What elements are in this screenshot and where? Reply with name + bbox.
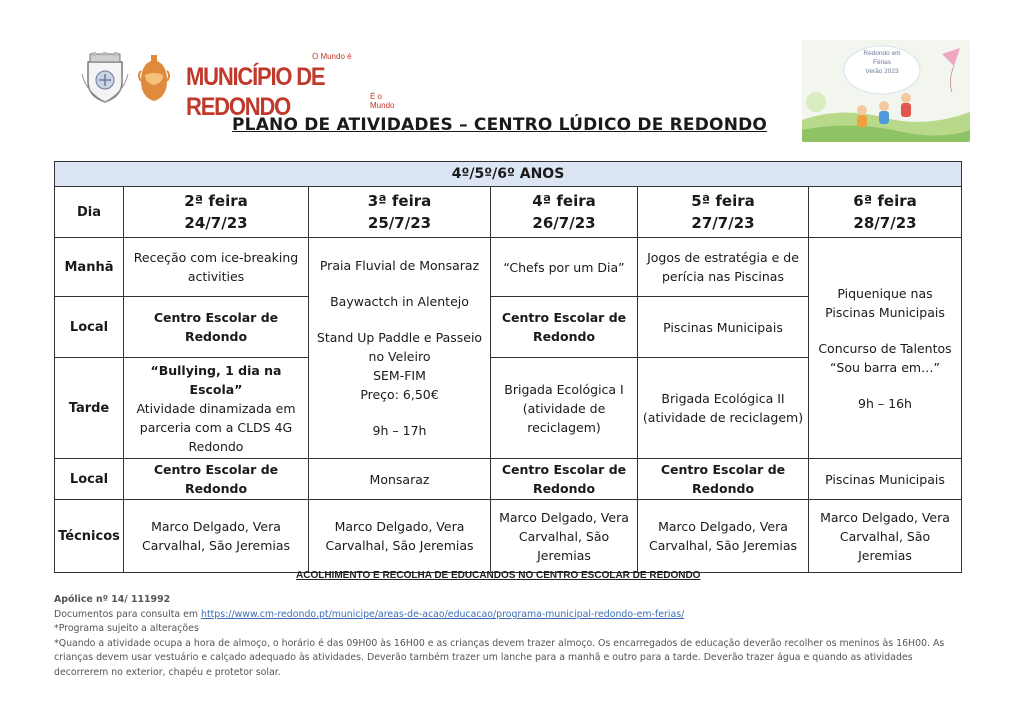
- cell-thu-tarde: Brigada Ecológica II (atividade de reciclagem): [638, 358, 809, 459]
- cell-wed-tarde: Brigada Ecológica I (atividade de reciclagem): [491, 358, 638, 459]
- day-header-row: [55, 187, 962, 238]
- day-header-mon: 2ª feira 24/7/23: [124, 187, 309, 238]
- mon-tarde-title: “Bullying, 1 dia na Escola”: [150, 362, 282, 397]
- tue-line-5: Preço: 6,50€: [360, 387, 439, 402]
- tue-line-4: SEM-FIM: [373, 368, 426, 383]
- day-header-wed: 4ª feira 26/7/23: [491, 187, 638, 238]
- poster-line-2: Férias: [872, 59, 892, 66]
- fri-line-2: Concurso de Talentos “Sou barra em…”: [818, 340, 952, 375]
- row-label-local-2: Local: [55, 459, 124, 500]
- age-group-header: 4º/5º/6º ANOS: [55, 162, 962, 187]
- cell-mon-tarde: [124, 358, 309, 459]
- amphora-logo-icon: [137, 53, 171, 103]
- brand-tagline-bottom: É o Mundo: [370, 92, 395, 110]
- row-local-afternoon: [55, 459, 962, 500]
- tue-line-2: Baywactch in Alentejo: [330, 294, 469, 309]
- docs-prefix: Documentos para consulta em: [54, 608, 201, 620]
- row-label-tarde: Tarde: [55, 358, 124, 459]
- mon-tarde-desc: Atividade dinamizada em parceria com a CLDS 4G Redondo: [136, 400, 296, 454]
- cell-mon-local1: Centro Escolar de Redondo: [124, 297, 309, 358]
- tue-line-6: 9h – 17h: [372, 423, 427, 438]
- cell-tue-local2: Monsaraz: [309, 459, 491, 500]
- insurance-policy: Apólice nº 14/ 111992: [54, 594, 171, 605]
- day-header-fri: 6ª feira 28/7/23: [809, 187, 962, 238]
- cell-mon-tecnicos: Marco Delgado, Vera Carvalhal, São Jeremias: [124, 500, 309, 573]
- row-label-dia: Dia: [55, 187, 124, 238]
- lunch-note: *Quando a atividade ocupa a hora de almoço, o horário é das 09H00 às 16H00 e as crianças devem trazer almoço. Os encarregados de educação deverão recolher os meninos às 16H00. As crianças devem usar vestuário e calçado adequado às atividades. Deverão também trazer um lanche para a manhã e outro para a tarde. Deverão trazer água e quando as atividades decorrerem no exterior, chapéu e protetor solar.: [54, 637, 945, 678]
- reception-notice: ACOLHIMENTO E RECOLHA DE EDUCANDOS NO CENTRO ESCOLAR DE REDONDO: [296, 570, 701, 581]
- row-label-manha: Manhã: [55, 238, 124, 297]
- docs-link[interactable]: https://www.cm-redondo.pt/municipe/areas-de-acao/educacao/programa-municipal-redondo-em-ferias/: [201, 608, 685, 620]
- cell-wed-local1: Centro Escolar de Redondo: [491, 297, 638, 358]
- coat-of-arms-icon: [80, 52, 130, 104]
- day-header-tue: 3ª feira 25/7/23: [309, 187, 491, 238]
- row-tecnicos: [55, 500, 962, 573]
- cell-wed-tecnicos: Marco Delgado, Vera Carvalhal, São Jeremias: [491, 500, 638, 573]
- cell-thu-manha: Jogos de estratégia e de perícia nas Piscinas: [638, 238, 809, 297]
- row-label-tecnicos: Técnicos: [55, 500, 124, 573]
- day-header-thu: 5ª feira 27/7/23: [638, 187, 809, 238]
- row-manha: [55, 238, 962, 297]
- page-title: PLANO DE ATIVIDADES – CENTRO LÚDICO DE REDONDO: [232, 115, 768, 135]
- cell-wed-manha: “Chefs por um Dia”: [491, 238, 638, 297]
- fri-line-1: Piquenique nas Piscinas Municipais: [825, 285, 945, 320]
- age-group-row: [55, 162, 962, 187]
- cell-fri-tecnicos: Marco Delgado, Vera Carvalhal, São Jeremias: [809, 500, 962, 573]
- brand-name: MUNICÍPIO DE REDONDO: [186, 62, 325, 121]
- cell-thu-local2: Centro Escolar de Redondo: [638, 459, 809, 500]
- cell-mon-local2: Centro Escolar de Redondo: [124, 459, 309, 500]
- tue-line-3: Stand Up Paddle e Passeio no Veleiro: [316, 330, 483, 364]
- cell-thu-tecnicos: Marco Delgado, Vera Carvalhal, São Jeremias: [638, 500, 809, 573]
- activities-table: [54, 161, 962, 573]
- municipality-brand: [184, 52, 404, 121]
- docs-line: [54, 608, 964, 623]
- cell-tue-fullday: [309, 238, 491, 459]
- poster-line-1: Redondo em: [863, 50, 901, 57]
- cell-fri-fullday: [809, 238, 962, 459]
- cell-thu-local1: Piscinas Municipais: [638, 297, 809, 358]
- tue-line-1: Praia Fluvial de Monsaraz: [319, 258, 480, 273]
- subject-to-change: *Programa sujeito a alterações: [54, 623, 199, 634]
- summer-poster-image: [802, 40, 970, 142]
- poster-line-3: Verão 2023: [865, 68, 899, 75]
- brand-tagline-top: O Mundo é: [312, 52, 352, 61]
- cell-fri-local2: Piscinas Municipais: [809, 459, 962, 500]
- footer-notes: [54, 593, 964, 680]
- cell-wed-local2: Centro Escolar de Redondo: [491, 459, 638, 500]
- fri-line-3: 9h – 16h: [858, 395, 912, 411]
- cell-tue-tecnicos: Marco Delgado, Vera Carvalhal, São Jeremias: [309, 500, 491, 573]
- row-label-local: Local: [55, 297, 124, 358]
- cell-mon-manha: Receção com ice-breaking activities: [124, 238, 309, 297]
